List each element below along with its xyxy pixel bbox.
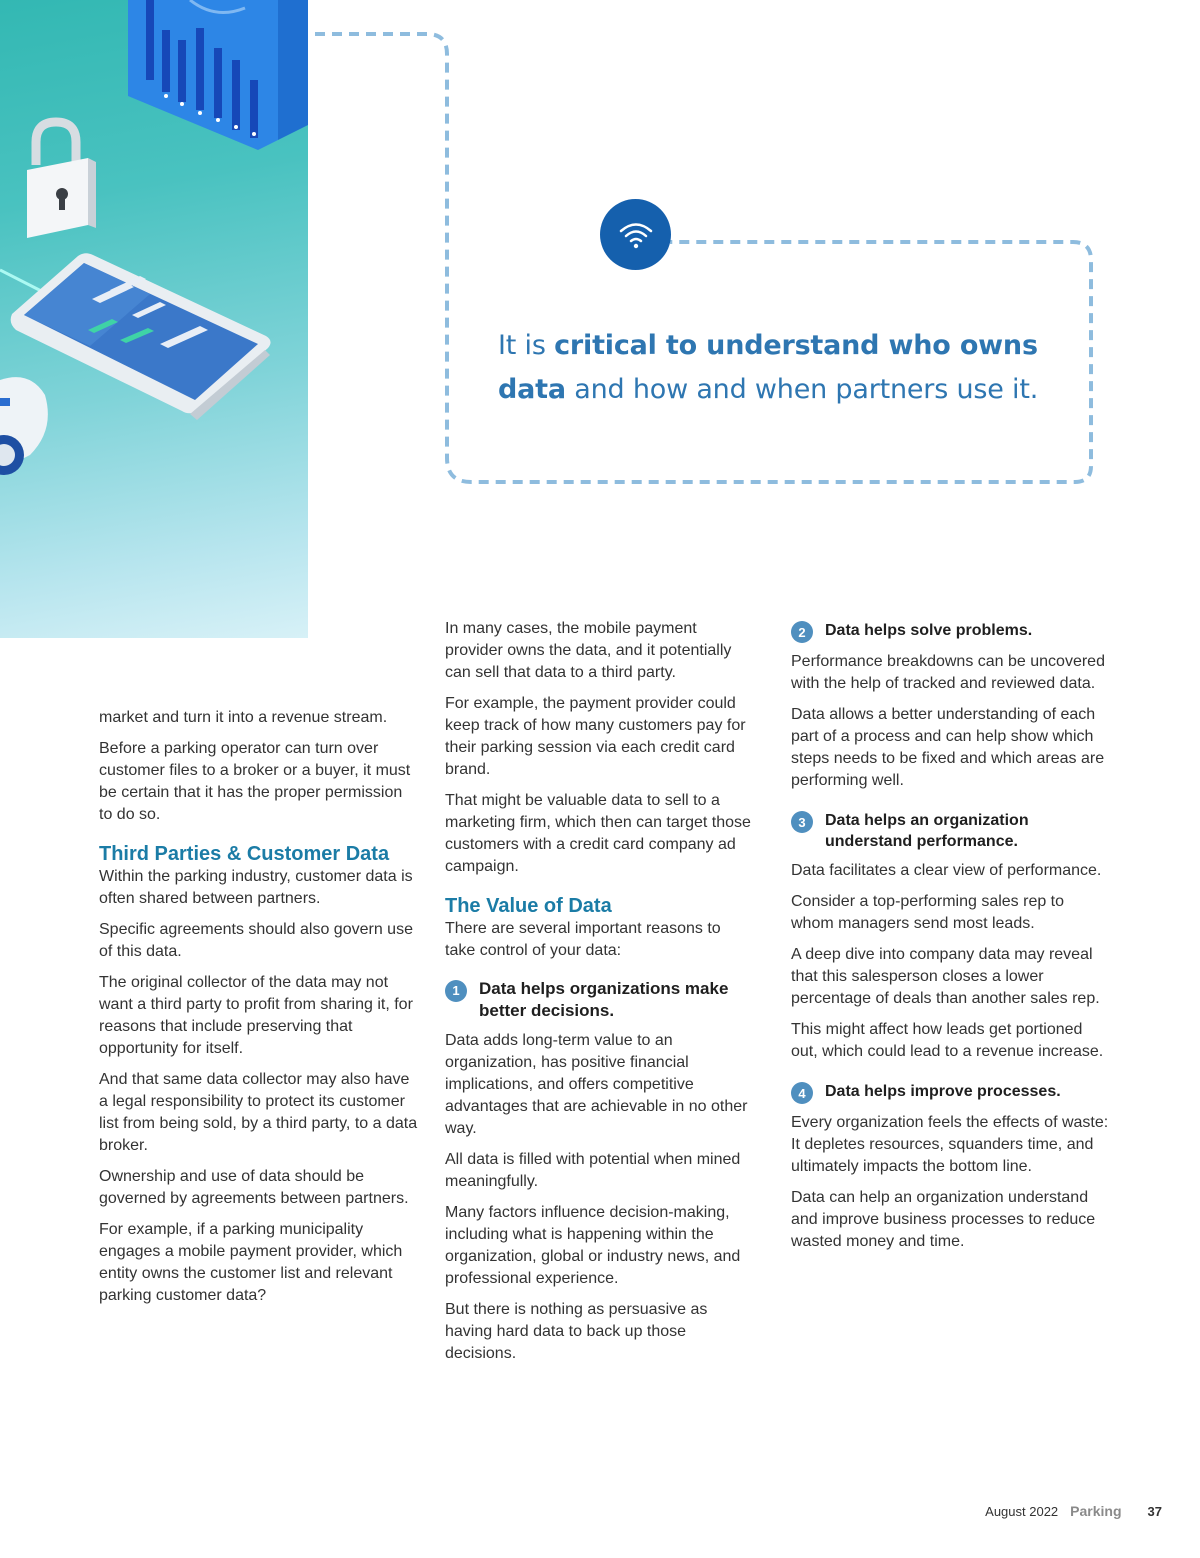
paragraph: That might be valuable data to sell to a marketing firm, which then can target those customers with a credit card company ad campaign.	[445, 792, 751, 875]
paragraph: Within the parking industry, customer data is often shared between partners.	[99, 868, 413, 907]
paragraph: The original collector of the data may not want a third party to profit from sharing it, for reasons that include preserving that opportunity for itself.	[99, 974, 413, 1057]
issue-date: August 2022	[985, 1504, 1059, 1519]
paragraph: Consider a top-performing sales rep to whom managers send most leads.	[791, 893, 1065, 932]
numbered-item-4	[791, 1081, 1111, 1104]
wifi-badge	[600, 199, 671, 270]
paragraph: Performance breakdowns can be uncovered with the help of tracked and reviewed data.	[791, 653, 1105, 692]
section-heading-third-parties: Third Parties & Customer Data	[99, 843, 390, 865]
paragraph: Before a parking operator can turn over customer files to a broker or a buyer, it must be certain that it has the proper permission to do so.	[99, 740, 411, 823]
header-illustration	[0, 0, 308, 638]
quote-bold: critical to understand who owns data	[498, 330, 1038, 405]
item-title: Data helps solve problems.	[825, 622, 1033, 639]
column-3	[791, 620, 1111, 1262]
paragraph: All data is filled with potential when mined meaningfully.	[445, 1151, 741, 1190]
paragraph: A deep dive into company data may reveal that this salesperson closes a lower percentage of deals than another sales rep.	[791, 946, 1100, 1007]
paragraph: There are several important reasons to take control of your data:	[445, 920, 721, 959]
callout-frame	[447, 34, 1091, 486]
wifi-icon	[618, 220, 654, 250]
numbered-item-1	[445, 978, 755, 1022]
item-title: Data helps improve processes.	[825, 1083, 1061, 1100]
pull-quote	[498, 324, 1068, 412]
column-1	[99, 707, 419, 1316]
paragraph: Data can help an organization understand and improve business processes to reduce wasted money and time.	[791, 1189, 1096, 1250]
paragraph: Data allows a better understanding of each part of a process and can help show which steps needs to be fixed and which areas are performing well.	[791, 706, 1105, 789]
item-title: Data helps an organization understand performance.	[825, 812, 1029, 850]
number-badge: 3	[791, 811, 813, 833]
section-heading-value-of-data: The Value of Data	[445, 895, 612, 917]
paragraph: market and turn it into a revenue stream.	[99, 709, 388, 726]
paragraph: For example, if a parking municipality engages a mobile payment provider, which entity owns the customer list and relevant parking customer data?	[99, 1221, 403, 1304]
paragraph: Ownership and use of data should be governed by agreements between partners.	[99, 1168, 409, 1207]
quote-post: and how and when partners use it.	[565, 374, 1039, 405]
dashed-border	[315, 30, 1115, 500]
paragraph: For example, the payment provider could keep track of how many customers pay for their parking session via each credit card brand.	[445, 695, 746, 778]
paragraph: And that same data collector may also have a legal responsibility to protect its customer list from being sold, by a third party, to a data broker.	[99, 1071, 418, 1154]
paragraph: Every organization feels the effects of waste: It depletes resources, squanders time, and ultimately impacts the bottom line.	[791, 1114, 1109, 1175]
page-footer	[985, 1503, 1162, 1519]
item-title: Data helps organizations make better decisions.	[479, 979, 729, 1020]
number-badge: 4	[791, 1082, 813, 1104]
magazine-name: Parking	[1070, 1503, 1122, 1519]
number-badge: 2	[791, 621, 813, 643]
paragraph: Data adds long-term value to an organization, has positive financial implications, and offers competitive advantages that are achievable in no other way.	[445, 1032, 748, 1137]
numbered-item-3	[791, 810, 1111, 852]
numbered-item-2	[791, 620, 1111, 643]
quote-pre: It is	[498, 330, 555, 361]
paragraph: Specific agreements should also govern use of this data.	[99, 921, 413, 960]
number-badge: 1	[445, 980, 467, 1002]
paragraph: In many cases, the mobile payment provider owns the data, and it potentially can sell that data to a third party.	[445, 620, 732, 681]
paragraph: This might affect how leads get portioned out, which could lead to a revenue increase.	[791, 1021, 1104, 1060]
column-2	[445, 618, 755, 1374]
paragraph: But there is nothing as persuasive as having hard data to back up those decisions.	[445, 1301, 708, 1362]
page-number: 37	[1147, 1504, 1162, 1519]
data-security-illustration	[0, 0, 308, 638]
paragraph: Data facilitates a clear view of performance.	[791, 862, 1102, 879]
paragraph: Many factors influence decision-making, including what is happening within the organization, global or industry news, and professional experience.	[445, 1204, 741, 1287]
